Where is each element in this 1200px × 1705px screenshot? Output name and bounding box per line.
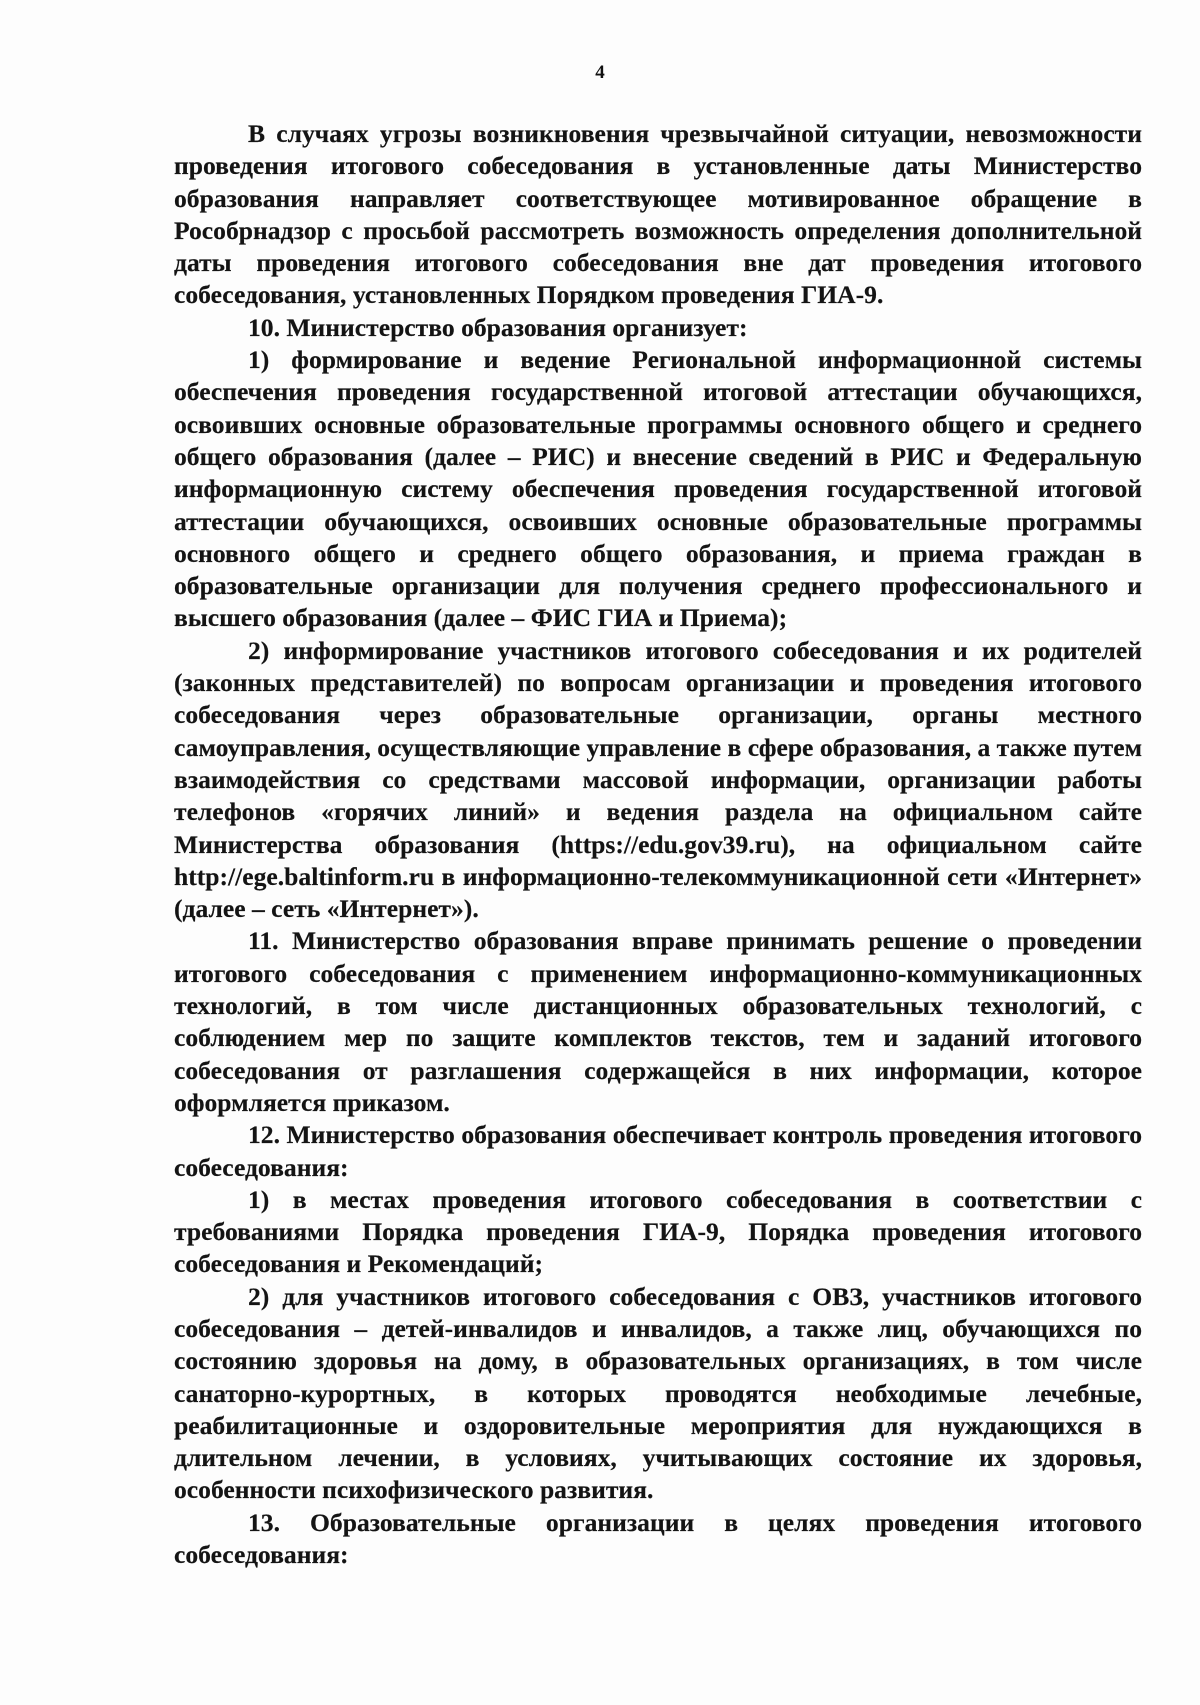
paragraph: 11. Министерство образования вправе принимать решение о проведении итогового собеседования с применением информационно-коммуникационных технологий, в том числе дистанционных образовательных технологий, с соблюдением мер по защите комплектов текстов, тем и заданий итогового собеседования от разглашения содержащейся в них информации, которое оформляется приказом. xyxy=(174,926,1142,1117)
paragraph: 2) информирование участников итогового собеседования и их родителей (законных представителей) по вопросам организации и проведения итогового собеседования через образовательные организации, органы местного самоуправления, осуществляющие управление в сфере образования, а также путем взаимодействия со средствами массовой информации, организации работы телефонов «горячих линий» и ведения раздела на официальном сайте Министерства образования (https://edu.gov39.ru), на официальном сайте http://ege.baltinform.ru в информационно-телекоммуникационной сети «Интернет» (далее – сеть «Интернет»). xyxy=(174,635,1143,924)
paragraph: 1) в местах проведения итогового собеседования в соответствии с требованиями Порядка проведения ГИА-9, Порядка проведения итогового собеседования и Рекомендаций; xyxy=(174,1184,1142,1279)
paragraph: 10. Министерство образования организует: xyxy=(248,312,748,342)
paragraph: 13. Образовательные организации в целях проведения итогового собеседования: xyxy=(174,1507,1142,1570)
paragraph: 2) для участников итогового собеседования с ОВЗ, участников итогового собеседования – детей-инвалидов и инвалидов, а также лиц, обучающихся по состоянию здоровья на дому, в образовательных организациях, в том числе санаторно-курортных, в которых проводятся необходимые лечебные, реабилитационные и оздоровительные мероприятия для нуждающихся в длительном лечении, в условиях, учитывающих состояние их здоровья, особенности психофизического развития. xyxy=(174,1281,1142,1505)
document-body xyxy=(174,118,1142,1571)
paragraph: В случаях угрозы возникновения чрезвычайной ситуации, невозможности проведения итогового собеседования в установленные даты Министерство образования направляет соответствующее мотивированное обращение в Рособрнадзор с просьбой рассмотреть возможность определения дополнительной даты проведения итогового собеседования вне дат проведения итогового собеседования, установленных Порядком проведения ГИА-9. xyxy=(174,119,1142,310)
page-number: 4 xyxy=(595,62,605,83)
paragraph: 1) формирование и ведение Региональной информационной системы обеспечения проведения государственной итоговой аттестации обучающихся, освоивших основные образовательные программы основного общего и среднего общего образования (далее – РИС) и внесение сведений в РИС и Федеральную информационную систему обеспечения проведения государственной итоговой аттестации обучающихся, освоивших основные образовательные программы основного общего и среднего общего образования, и приема граждан в образовательные организации для получения среднего профессионального и высшего образования (далее – ФИС ГИА и Приема); xyxy=(174,345,1142,633)
paragraph: 12. Министерство образования обеспечивает контроль проведения итогового собеседования: xyxy=(174,1120,1142,1182)
